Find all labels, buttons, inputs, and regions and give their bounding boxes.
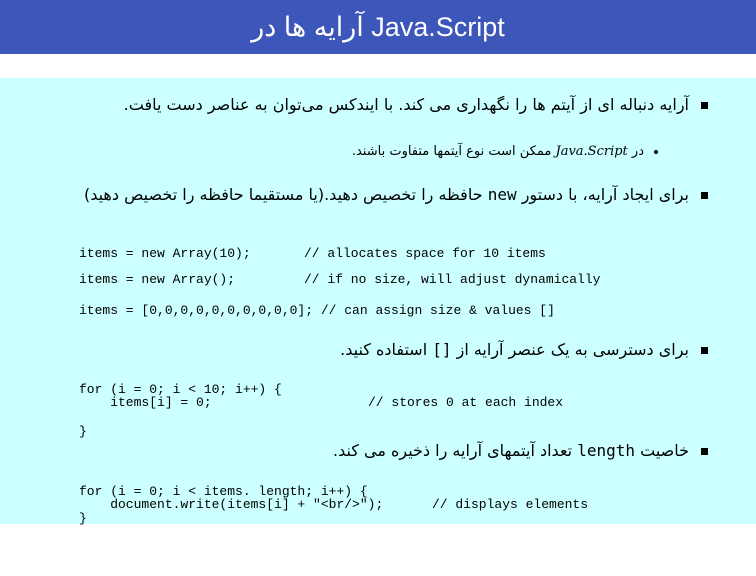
code-line: }: [79, 511, 87, 526]
code-line: }: [79, 424, 87, 439]
bullet-text-post: تعداد آیتمهای آرایه را ذخیره می کند.: [333, 441, 573, 460]
bullet-text-post: استفاده کنید.: [340, 340, 428, 359]
sub-bullet-text: ممکن است نوع آیتمها متفاوت باشند.: [351, 144, 552, 159]
bullet-text-pre: خاصیت: [640, 441, 689, 460]
code-line: items = new Array(10);: [79, 246, 251, 261]
code-comment: // if no size, will adjust dynamically: [304, 272, 601, 287]
square-bullet-icon: [701, 192, 708, 199]
code-comment: // displays elements: [432, 497, 589, 512]
code-line: for (i = 0; i < 10; i++) {: [79, 382, 282, 397]
sub-bullet-types: [0, 144, 756, 159]
dot-bullet-icon: [654, 150, 658, 154]
code-comment: // allocates space for 10 items: [304, 246, 546, 261]
bullet-length-property: [0, 442, 756, 459]
code-line: items = [0,0,0,0,0,0,0,0,0,0]; // can assign size & values []: [79, 303, 555, 318]
bullet-array-creation: [0, 186, 756, 203]
slide-title: آرایه ها در Java.Script: [0, 0, 756, 54]
code-line: for (i = 0; i < items. length; i++) {: [79, 484, 368, 499]
bullet-keyword: length: [577, 441, 636, 460]
sub-bullet-prefix: در: [631, 144, 644, 159]
square-bullet-icon: [701, 347, 708, 354]
code-comment: // stores 0 at each index: [368, 395, 564, 410]
sub-bullet-code: Java.Script: [555, 144, 628, 159]
bullet-text-pre: برای ایجاد آرایه، با دستور: [521, 185, 689, 204]
code-line: items = new Array();: [79, 272, 236, 287]
square-bullet-icon: [701, 448, 708, 455]
code-line: document.write(items[i] + "<br/>");: [79, 497, 384, 512]
code-line: items[i] = 0;: [79, 395, 212, 410]
bullet-arrays-definition: [0, 96, 756, 113]
bullet-element-access: [0, 341, 756, 358]
bullet-keyword: []: [432, 340, 452, 359]
bullet-text: آرایه دنباله ای از آیتم ها را نگهداری می کند. با ایندکس می‌توان به عناصر دست یافت.: [123, 95, 689, 114]
square-bullet-icon: [701, 102, 708, 109]
bullet-text-post: حافظه را تخصیص دهید.(یا مستقیما حافظه را تخصیص دهید): [83, 185, 483, 204]
bullet-keyword: new: [487, 185, 517, 204]
bullet-text-pre: برای دسترسی به یک عنصر آرایه از: [456, 340, 689, 359]
